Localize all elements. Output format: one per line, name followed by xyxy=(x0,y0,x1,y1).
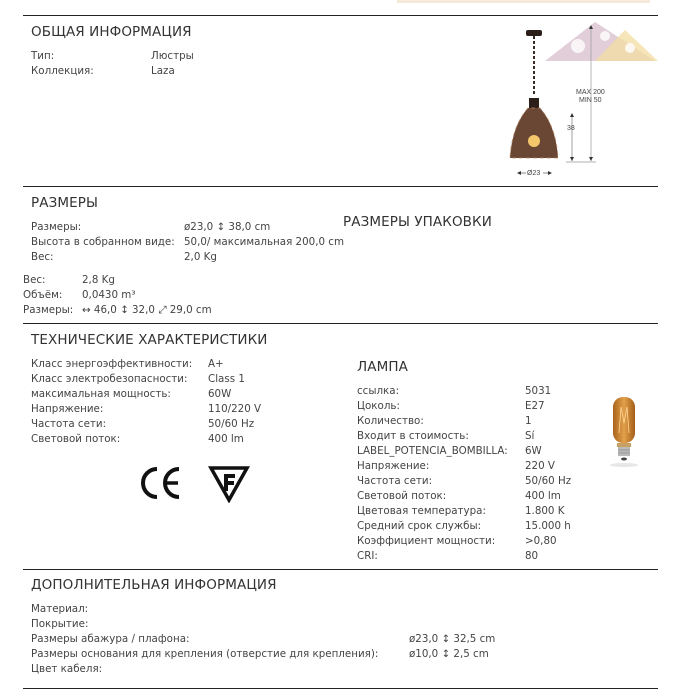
diameter-label: Ø23 xyxy=(527,170,541,177)
lamp-value: 6W xyxy=(525,445,542,457)
package-label: Объём: xyxy=(23,289,63,301)
lamp-label: Количество: xyxy=(357,415,424,427)
lamp-value: >0,80 xyxy=(525,535,557,547)
lamp-title: ЛАМПА xyxy=(357,359,408,375)
lamp-label: Средний срок службы: xyxy=(357,520,482,532)
f-mark-icon xyxy=(208,465,250,503)
package-value: ↔ 46,0 ↕ 32,0 ⤢ 29,0 cm xyxy=(82,304,212,316)
divider xyxy=(23,186,658,187)
lamp-value: 1.800 K xyxy=(525,505,565,517)
dimensions-title: РАЗМЕРЫ xyxy=(31,195,98,211)
info-value: Люстры xyxy=(151,50,194,62)
additional-value: ø23,0 ↕ 32,5 cm xyxy=(409,633,496,645)
top-bar xyxy=(397,0,650,3)
package-value: 0,0430 m³ xyxy=(82,289,136,301)
tech-value: Class 1 xyxy=(208,373,245,385)
additional-label: Покрытие: xyxy=(31,618,89,630)
lamp-value: E27 xyxy=(525,400,545,412)
divider xyxy=(23,688,658,689)
lamp-label: Цоколь: xyxy=(357,400,400,412)
lamp-value: 50/60 Hz xyxy=(525,475,572,487)
tech-value: 60W xyxy=(208,388,232,400)
divider xyxy=(23,323,658,324)
lamp-label: Световой поток: xyxy=(357,490,447,502)
lamp-label: Частота сети: xyxy=(357,475,433,487)
lamp-value: 220 V xyxy=(525,460,555,472)
package-value: 2,8 Kg xyxy=(82,274,115,286)
additional-label: Размеры основания для крепления (отверстие для крепления): xyxy=(31,648,379,660)
tech-value: 50/60 Hz xyxy=(208,418,255,430)
info-label: Коллекция: xyxy=(31,65,94,77)
technical-title: ТЕХНИЧЕСКИЕ ХАРАКТЕРИСТИКИ xyxy=(31,332,268,348)
dimension-value: 2,0 Kg xyxy=(184,251,217,263)
lamp-value: 5031 xyxy=(525,385,552,397)
dimension-label: Высота в собранном виде: xyxy=(31,236,175,248)
tech-label: Частота сети: xyxy=(31,418,107,430)
lamp-label: CRI: xyxy=(357,550,378,562)
tech-label: Световой поток: xyxy=(31,433,121,445)
package-label: Вес: xyxy=(23,274,46,286)
lamp-value: Sí xyxy=(525,430,535,442)
lamp-label: LABEL_POTENCIA_BOMBILLA: xyxy=(357,445,508,457)
tech-value: 110/220 V xyxy=(208,403,262,415)
dimension-label: Размеры: xyxy=(31,221,82,233)
tech-label: Класс энергоэффективности: xyxy=(31,358,193,370)
additional-value: ø10,0 ↕ 2,5 cm xyxy=(409,648,489,660)
additional-title: ДОПОЛНИТЕЛЬНАЯ ИНФОРМАЦИЯ xyxy=(31,577,277,593)
general-title: ОБЩАЯ ИНФОРМАЦИЯ xyxy=(31,24,192,40)
additional-label: Цвет кабеля: xyxy=(31,663,103,675)
dimension-value: 50,0/ максимальная 200,0 cm xyxy=(184,236,344,248)
package-label: Размеры: xyxy=(23,304,74,316)
dimension-label: Вес: xyxy=(31,251,54,263)
info-label: Тип: xyxy=(31,50,55,62)
lamp-label: Напряжение: xyxy=(357,460,430,472)
additional-label: Материал: xyxy=(31,603,89,615)
lamp-value: 15.000 h xyxy=(525,520,571,532)
lamp-label: ссылка: xyxy=(357,385,400,397)
package-title: РАЗМЕРЫ УПАКОВКИ xyxy=(343,214,492,230)
info-value: Laza xyxy=(151,65,175,77)
lamp-label: Коэффициент мощности: xyxy=(357,535,496,547)
divider xyxy=(23,569,658,570)
min-label: MIN 50 xyxy=(579,97,602,104)
height-label: 38 xyxy=(567,125,575,132)
lamp-label: Цветовая температура: xyxy=(357,505,486,517)
tech-label: максимальная мощность: xyxy=(31,388,171,400)
lamp-label: Входит в стоимость: xyxy=(357,430,469,442)
tech-value: A+ xyxy=(208,358,224,370)
tech-label: Класс электробезопасности: xyxy=(31,373,188,385)
lamp-value: 1 xyxy=(525,415,532,427)
max-label: MAX 200 xyxy=(576,89,605,96)
lamp-value: 400 lm xyxy=(525,490,561,502)
tech-label: Напряжение: xyxy=(31,403,104,415)
product-drawing xyxy=(490,16,660,182)
additional-label: Размеры абажура / плафона: xyxy=(31,633,190,645)
ce-mark-icon xyxy=(139,466,183,500)
tech-value: 400 lm xyxy=(208,433,244,445)
lamp-value: 80 xyxy=(525,550,539,562)
bulb-image xyxy=(604,393,644,473)
dimension-value: ø23,0 ↕ 38,0 cm xyxy=(184,221,271,233)
